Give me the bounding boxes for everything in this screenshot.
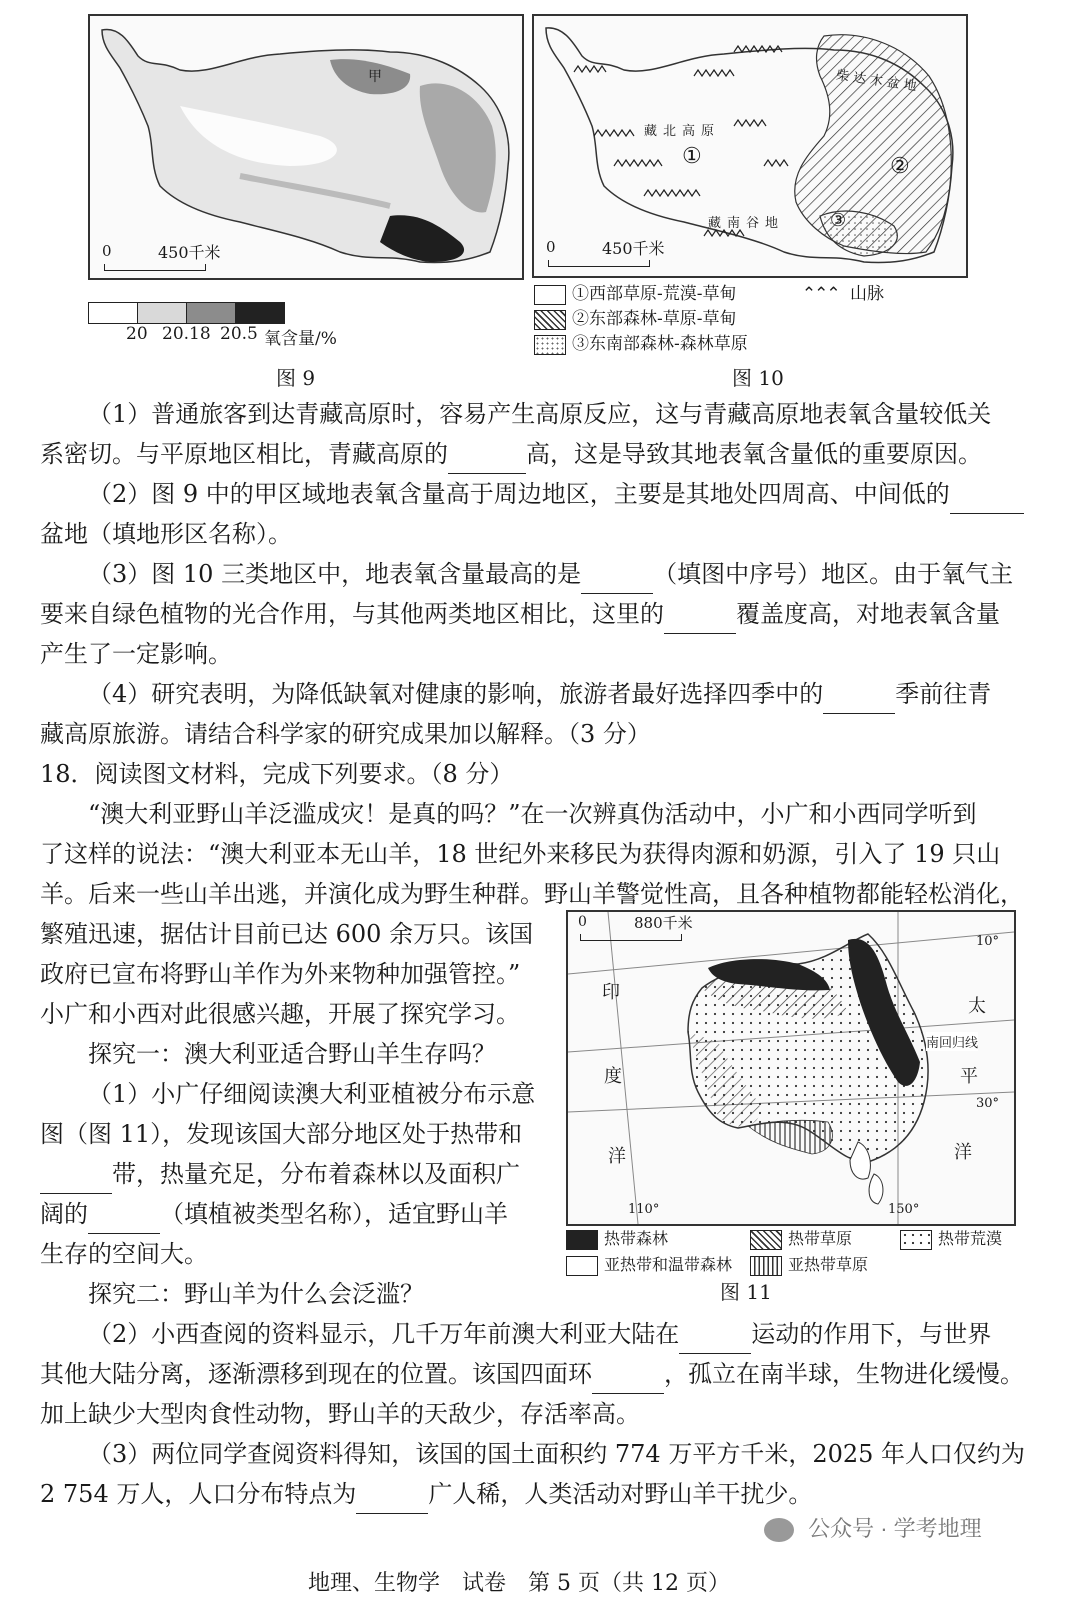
legend-savanna: 热带草原 [750, 1226, 852, 1250]
q18-heading: 18．阅读图文材料，完成下列要求。（8 分） [40, 760, 514, 788]
fig10-scale-zero: 0 [546, 238, 556, 256]
fig9-legend [88, 302, 348, 349]
legend-value-3: 20.5 [220, 324, 258, 344]
q18-sub1-line3: 带，热量充足，分布着森林以及面积广 [40, 1154, 550, 1194]
legend-unit: 氧含量/% [264, 329, 337, 349]
fig10-legend [534, 282, 974, 358]
answer-blank[interactable] [40, 1163, 112, 1194]
q18-sub1-line4: 阔的 （填植被类型名称），适宜野山羊 [40, 1194, 550, 1234]
q18-material-line2: 了这样的说法：“澳大利亚本无山羊，18 世纪外来移民为获得肉源和奶源，引入了 19 只山 [40, 840, 1001, 868]
q17-part1-line2: 系密切。与平原地区相比，青藏高原的 高，这是导致其地表氧含量低的重要原因。 [40, 434, 1040, 474]
label-region-1: ① [682, 144, 702, 169]
answer-blank[interactable] [950, 483, 1024, 514]
fig11-caption: 图 11 [720, 1280, 772, 1304]
legend-subtropical-temperate-forest: 亚热带和温带森林 [566, 1252, 732, 1276]
q17-part4-line1: （4）研究表明，为降低缺氧对健康的影响，旅游者最好选择四季中的 季前往青 [40, 674, 1040, 714]
q17-part1-line1: （1）普通旅客到达青藏高原时，容易产生高原反应，这与青藏高原地表氧含量较低关 [88, 400, 992, 428]
q18-sub2-line2: 其他大陆分离，逐渐漂移到现在的位置。该国四面环 ，孤立在南半球，生物进化缓慢。 [40, 1354, 1040, 1394]
legend-swatch-white [88, 302, 138, 324]
fig11-scale-zero: 0 [578, 914, 587, 930]
q18-explore2-title: 探究二：野山羊为什么会泛滥？ [88, 1280, 424, 1308]
fig9-region-label: 甲 [368, 69, 382, 85]
label-region-2: ② [890, 154, 910, 179]
legend-desert: 热带荒漠 [900, 1226, 1002, 1250]
label-qaidam-basin: 柴达木盆地 [835, 68, 922, 95]
figure-10-map [532, 14, 968, 278]
label-lon-150: 150° [888, 1202, 920, 1217]
label-indian-ocean-2: 度 [604, 1066, 622, 1087]
label-tropic-capricorn: 南回归线 [926, 1032, 978, 1051]
wechat-icon [764, 1518, 794, 1542]
fig10-legend-item-2: ②东部森林-草原-草甸 [534, 307, 974, 332]
q18-material-line5: 政府已宣布将野山羊作为外来物种加强管控。” [40, 960, 521, 988]
q18-sub2-line3: 加上缺少大型肉食性动物，野山羊的天敌少，存活率高。 [40, 1400, 640, 1428]
tibet-oxygen-map [90, 16, 522, 278]
q18-sub3-line2: 2 754 万人，人口分布特点为 广人稀，人类活动对野山羊干扰少。 [40, 1474, 1040, 1514]
q18-material-line6: 小广和小西对此很感兴趣，开展了探究学习。 [40, 1000, 520, 1028]
fig9-scale-label: 450千米 [158, 243, 221, 262]
answer-blank[interactable] [448, 443, 526, 474]
fig10-scale-bar [546, 238, 676, 268]
australia-vegetation-map [568, 912, 1014, 1224]
q18-sub1-line5: 生存的空间大。 [40, 1240, 208, 1268]
fig11-legend [566, 1226, 1036, 1280]
q18-sub1-line2: 图（图 11），发现该国大部分地区处于热带和 [40, 1120, 523, 1148]
label-lon-110: 110° [628, 1202, 660, 1217]
q18-material-line3: 羊。后来一些山羊出逃，并演化成为野生种群。野山羊警觉性高，且各种植物都能轻松消化， [40, 880, 1024, 908]
q17-part4-line2: 藏高原旅游。请结合科学家的研究成果加以解释。（3 分） [40, 720, 651, 748]
answer-blank[interactable] [356, 1483, 428, 1514]
q18-explore1-title: 探究一：澳大利亚适合野山羊生存吗？ [88, 1040, 496, 1068]
q18-material-line1: “澳大利亚野山羊泛滥成灾！是真的吗？”在一次辨真伪活动中，小广和小西同学听到 [88, 800, 977, 828]
q18-sub3-line1: （3）两位同学查阅资料得知，该国的国土面积约 774 万平方千米，2025 年人口仅约为 [88, 1440, 1026, 1468]
label-zangbei-plateau: 藏北高原 [644, 124, 721, 139]
watermark [764, 1512, 1064, 1548]
q17-part3-line2: 要来自绿色植物的光合作用，与其他两类地区相比，这里的 覆盖度高，对地表氧含量 [40, 594, 1040, 634]
figure-9-map [88, 14, 524, 280]
label-lat-30: 30° [976, 1096, 1000, 1111]
legend-swatch-dark [236, 302, 285, 324]
q18-material-line4: 繁殖迅速，据估计目前已达 600 余万只。该国 [40, 920, 534, 948]
fig11-scale-label: 880千米 [634, 914, 693, 932]
legend-value-1: 20 [126, 324, 148, 344]
answer-blank[interactable] [592, 1363, 664, 1394]
fig11-legend-row1 [566, 1226, 1036, 1250]
q17-part2-line1: （2）图 9 中的甲区域地表氧含量高于周边地区，主要是其地处四周高、中间低的 [40, 474, 1040, 514]
fig10-scale-label: 450千米 [602, 239, 665, 258]
answer-blank[interactable] [679, 1323, 751, 1354]
fig11-legend-row2 [566, 1252, 1036, 1276]
q17-part3-line1: （3）图 10 三类地区中，地表氧含量最高的是 （填图中序号）地区。由于氧气主 [40, 554, 1040, 594]
legend-swatch-light [138, 302, 187, 324]
label-indian-ocean-3: 洋 [608, 1146, 626, 1167]
q18-sub1-line1: （1）小广仔细阅读澳大利亚植被分布示意 [88, 1080, 536, 1108]
legend-subtropical-grassland: 亚热带草原 [750, 1252, 868, 1276]
mountain-label: 山脉 [850, 284, 885, 304]
fig9-caption: 图 9 [276, 366, 316, 390]
label-lat-10: 10° [976, 934, 1000, 949]
label-pacific-ocean-1: 太 [968, 996, 986, 1017]
legend-value-2: 20.18 [162, 324, 211, 344]
q17-part3-line3: 产生了一定影响。 [40, 640, 232, 668]
fig11-scale-bar [578, 914, 708, 942]
page-footer: 地理、生物学 试卷 第 5 页（共 12 页） [308, 1571, 730, 1596]
answer-blank[interactable] [823, 683, 895, 714]
q18-sub2-line1: （2）小西查阅的资料显示，几千万年前澳大利亚大陆在 运动的作用下，与世界 [40, 1314, 1040, 1354]
fig10-caption: 图 10 [732, 366, 784, 390]
label-pacific-ocean-3: 洋 [954, 1142, 972, 1163]
label-indian-ocean-1: 印 [602, 982, 620, 1003]
label-pacific-ocean-2: 平 [960, 1066, 978, 1087]
mountain-icon: ⌃⌃⌃ [801, 284, 839, 304]
fig10-legend-item-1: ①西部草原-荒漠-草甸 ⌃⌃⌃ 山脉 [534, 282, 974, 307]
fig9-scale-bar [102, 242, 232, 272]
answer-blank[interactable] [581, 563, 653, 594]
tibet-vegetation-map [534, 16, 966, 276]
label-region-3: ③ [830, 210, 847, 231]
answer-blank[interactable] [664, 603, 736, 634]
watermark-text: 公众号 · 学考地理 [808, 1516, 982, 1541]
legend-tropical-forest: 热带森林 [566, 1226, 668, 1250]
q17-part2-line2: 盆地（填地形区名称）。 [40, 520, 292, 548]
answer-blank[interactable] [88, 1203, 160, 1234]
fig10-legend-item-3: ③东南部森林-森林草原 [534, 332, 974, 357]
label-zangnan-valley: 藏南谷地 [708, 216, 785, 231]
figure-11-map [566, 910, 1016, 1226]
legend-swatch-mid [187, 302, 236, 324]
fig9-scale-zero: 0 [102, 242, 112, 260]
